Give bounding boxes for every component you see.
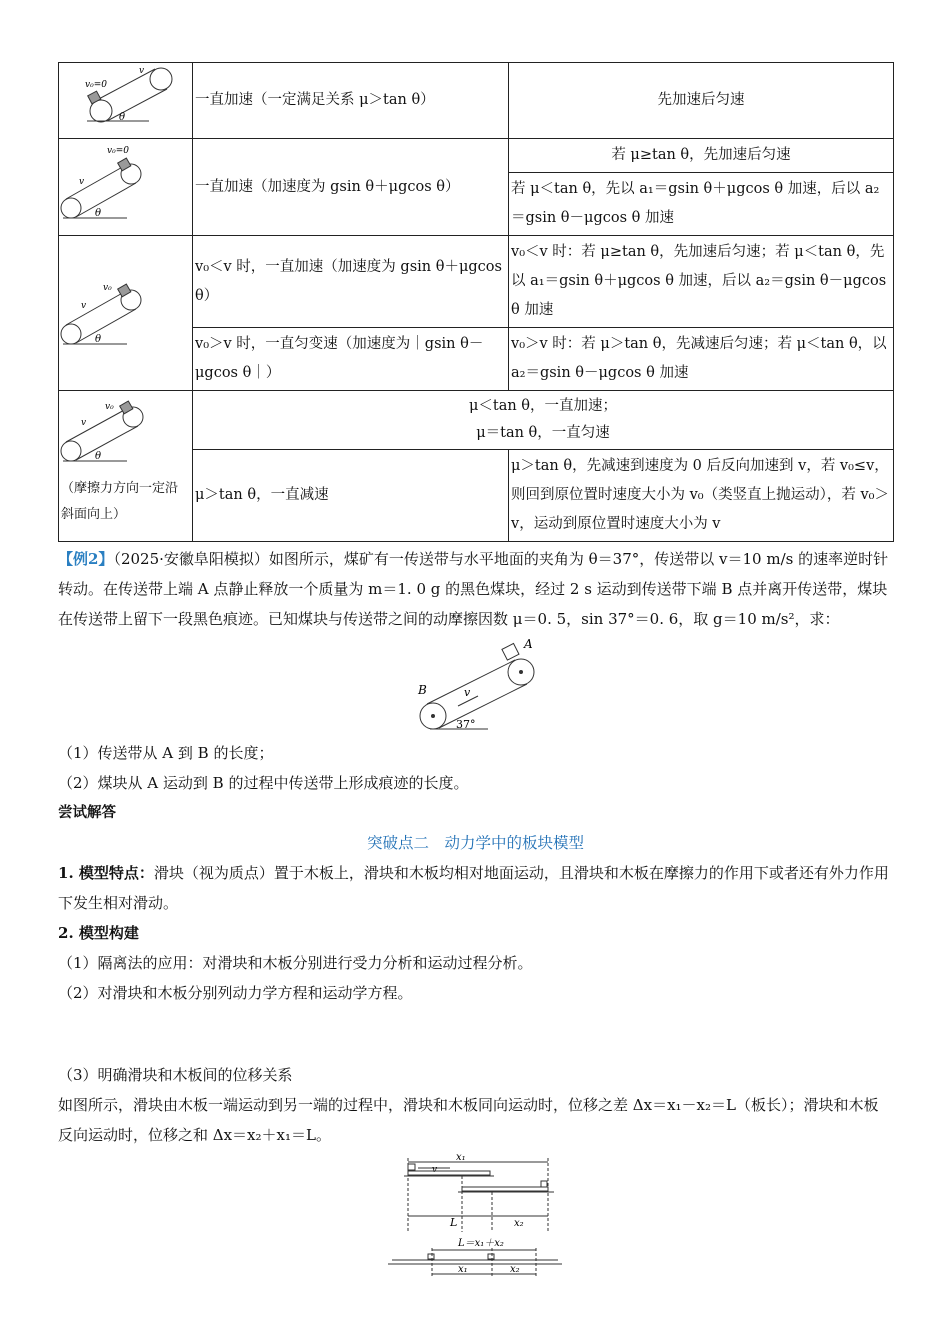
- item-number: 2: [58, 924, 69, 942]
- incline-figure-4: [59, 391, 193, 542]
- v-label: v: [432, 1165, 438, 1175]
- cell-top-b: μ＝tan θ，一直匀速: [476, 425, 610, 441]
- v0-label: v₀=0: [107, 145, 129, 156]
- v-label: v: [464, 686, 471, 699]
- v0-label: v₀: [103, 282, 112, 293]
- step-2: （2）对滑块和木板分别列动力学方程和运动学方程。: [58, 984, 413, 1002]
- incline-diagram: [59, 248, 193, 368]
- item-number: 1: [58, 864, 69, 882]
- example-figure: [58, 634, 893, 738]
- step-3-text: 如图所示，滑块由木板一端运动到另一端的过程中，滑块和木板同向运动时，位移之差 Δx＝x₁－x₂＝L（板长）；滑块和木板反向运动时，位移之和 Δx＝x₂＋x₁＝L。: [58, 1096, 879, 1144]
- v0-label: v₀: [105, 402, 114, 412]
- cell-mid: 一直加速（加速度为 gsin θ＋μgcos θ）: [193, 139, 509, 236]
- cell-right: μ＞tan θ，先减速到速度为 0 后反向加速到 v，若 v₀≤v，则回到原位置时速度大小为 v₀（类竖直上抛运动），若 v₀＞v，运动到原位置时速度大小为 v: [509, 450, 894, 542]
- step-1: （1）隔离法的应用：对滑块和木板分别进行受力分析和运动过程分析。: [58, 954, 533, 972]
- x2-label-bottom: x₂: [510, 1264, 520, 1275]
- example-text: （2025·安徽阜阳模拟）如图所示，煤矿有一传送带与水平地面的夹角为 θ＝37°，传送带以 v＝10 m/s 的速率逆时针转动。在传送带上端 A 点静止释放一个质量为 m＝1. 0 g 的黑色煤块，经过 2 s 运动到传送带下端 B 点并离开传送带，煤块在传送带上留下一段黑色痕迹。已知煤块与传送带之间的动摩擦因数 μ＝0. 5，sin 37°＝0. 6，取 g＝10 m/s²，求：: [58, 550, 889, 628]
- board-diagram: [58, 1150, 893, 1280]
- v-label: v: [81, 418, 87, 428]
- cell-right: 先加速后匀速: [509, 63, 894, 139]
- cell-mid-a: v₀＜v 时，一直加速（加速度为 gsin θ＋μgcos θ）: [193, 236, 509, 328]
- table-row: [59, 139, 894, 173]
- L-label: L: [450, 1216, 458, 1229]
- cell-right-b: v₀＞v 时：若 μ＞tan θ，先减速后匀速；若 μ＜tan θ，以 a₂＝gsin θ－μgcos θ 加速: [509, 328, 894, 391]
- table-row: [59, 391, 894, 450]
- figure-caption: （摩擦力方向一定沿斜面向上）: [61, 481, 179, 522]
- item-text: 滑块（视为质点）置于木板上，滑块和木板均相对地面运动，且滑块和木板在摩擦力的作用下或者还有外力作用下发生相对滑动。: [58, 864, 889, 912]
- cell-mid: 一直加速（一定满足关系 μ＞tan θ）: [193, 63, 509, 139]
- v-label: v: [139, 66, 145, 76]
- incline-diagram: [59, 63, 193, 127]
- cell-right-a: v₀＜v 时：若 μ≥tan θ，先加速后匀速；若 μ＜tan θ，先以 a₁＝gsin θ＋μgcos θ 加速，后以 a₂＝gsin θ－μgcos θ 加速: [509, 236, 894, 328]
- example-paragraph: [58, 544, 893, 634]
- incline-figure-3: [59, 236, 193, 391]
- v-label: v: [81, 300, 87, 311]
- cell-right-b: 若 μ＜tan θ，先以 a₁＝gsin θ＋μgcos θ 加速，后以 a₂＝gsin θ－μgcos θ 加速: [509, 173, 894, 236]
- answer-label: 尝试解答: [58, 805, 116, 821]
- angle-label: 37°: [456, 718, 476, 731]
- point-b-label: B: [418, 683, 427, 697]
- incline-figure-1: [59, 63, 193, 139]
- table-row: [59, 236, 894, 328]
- spacer: [58, 1008, 893, 1060]
- v0-label: v₀=0: [85, 80, 107, 90]
- cell-top-a: μ＜tan θ，一直加速；: [468, 398, 618, 414]
- example-label: 【例2】: [58, 550, 114, 568]
- sum-label: L＝x₁＋x₂: [458, 1238, 504, 1249]
- question-2: （2）煤块从 A 运动到 B 的过程中传送带上形成痕迹的长度。: [58, 774, 469, 792]
- point-a-label: A: [524, 637, 533, 651]
- board-figures: [58, 1150, 893, 1280]
- item-heading: . 模型特点：: [68, 864, 154, 882]
- page-content: [58, 62, 893, 1280]
- item-heading: . 模型构建: [68, 924, 139, 942]
- question-1: （1）传送带从 A 到 B 的长度；: [58, 744, 274, 762]
- x1-label: x₁: [456, 1152, 466, 1163]
- incline-diagram: [59, 391, 193, 465]
- x2-label: x₂: [514, 1218, 524, 1229]
- cell-top: [193, 391, 894, 450]
- incline-figure-2: [59, 139, 193, 236]
- theta-label: θ: [119, 112, 126, 123]
- conveyor-diagram: [58, 634, 893, 738]
- step-3: （3）明确滑块和木板间的位移关系: [58, 1066, 293, 1084]
- cell-mid: μ＞tan θ，一直减速: [193, 450, 509, 542]
- cell-mid-b: v₀＞v 时，一直匀变速（加速度为｜gsin θ－μgcos θ｜）: [193, 328, 509, 391]
- cell-right-a: 若 μ≥tan θ，先加速后匀速: [509, 139, 894, 173]
- theta-label: θ: [95, 333, 102, 345]
- incline-diagram: [59, 142, 193, 222]
- x1-label-bottom: x₁: [458, 1264, 468, 1275]
- v-label: v: [79, 176, 85, 187]
- model-building: [58, 918, 893, 948]
- theta-label: θ: [95, 451, 102, 462]
- conveyor-table: [58, 62, 894, 542]
- table-row: [59, 63, 894, 139]
- theta-label: θ: [95, 207, 102, 219]
- model-features: [58, 858, 893, 918]
- section-title: 突破点二 动力学中的板块模型: [366, 834, 584, 852]
